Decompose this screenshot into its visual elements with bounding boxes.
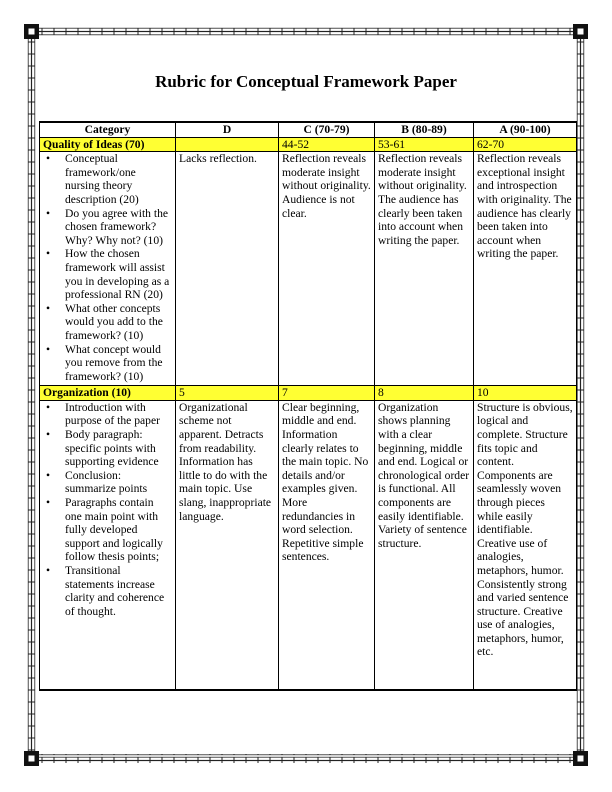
- category-organization: Organization (10): [40, 386, 176, 401]
- header-a: A (90-100): [474, 122, 577, 137]
- score-a: 10: [474, 386, 577, 401]
- header-d: D: [176, 122, 279, 137]
- rubric-table: [39, 121, 577, 691]
- description-b: Organization shows planning with a clear beginning, middle and end. Logical or chronological order is functional. All components are easily identifiable. Variety of sentence structure.: [375, 400, 474, 690]
- header-b: B (80-89): [375, 122, 474, 137]
- header-row: [40, 122, 577, 137]
- description-a: Reflection reveals exceptional insight and introspection with originality. The audience has clearly been taken into account when writing the paper.: [474, 152, 577, 386]
- description-a: Structure is obvious, logical and complete. Structure fits topic and content. Components are seamlessly woven through pieces while easily identifiable. Creative use of analogies, metaphors, humor. Consistently strong and varied sentence structure. Creative use of analogies, metaphors, humor, etc.: [474, 400, 577, 690]
- category-row-organization: [40, 386, 577, 401]
- header-c: C (70-79): [279, 122, 375, 137]
- score-a: 62-70: [474, 137, 577, 152]
- criteria-row-quality: [40, 152, 577, 386]
- criteria-cell: [40, 400, 176, 690]
- score-d: 5: [176, 386, 279, 401]
- criteria-item: • What concept would you remove from the framework? (10): [65, 343, 172, 384]
- description-b: Reflection reveals moderate insight without originality. The audience has clearly been taken into account when writing the paper.: [375, 152, 474, 386]
- header-category: Category: [40, 122, 176, 137]
- criteria-item: • Introduction with purpose of the paper: [65, 401, 172, 428]
- description-c: Reflection reveals moderate insight without originality. Audience is not clear.: [279, 152, 375, 386]
- score-b: 8: [375, 386, 474, 401]
- criteria-item: • Conclusion: summarize points: [65, 469, 172, 496]
- criteria-row-organization: [40, 400, 577, 690]
- category-quality-of-ideas: Quality of Ideas (70): [40, 137, 176, 152]
- criteria-item: • Conceptual framework/one nursing theory description (20): [65, 152, 172, 206]
- criteria-item: • Paragraphs contain one main point with fully developed support and logically follow thesis points;: [65, 496, 172, 564]
- score-b: 53-61: [375, 137, 474, 152]
- criteria-list: [43, 152, 172, 383]
- description-c: Clear beginning, middle and end. Information clearly relates to the main topic. No details and/or examples given. More redundancies in word selection. Repetitive simple sentences.: [279, 400, 375, 690]
- page-title: Rubric for Conceptual Framework Paper: [155, 72, 457, 91]
- criteria-item: • Do you agree with the chosen framework? Why? Why not? (10): [65, 207, 172, 248]
- criteria-item: • What other concepts would you add to the framework? (10): [65, 302, 172, 343]
- criteria-item: • Transitional statements increase clarity and coherence of thought.: [65, 564, 172, 618]
- score-c: 44-52: [279, 137, 375, 152]
- score-c: 7: [279, 386, 375, 401]
- criteria-item: • How the chosen framework will assist you in developing as a professional RN (20): [65, 247, 172, 301]
- description-d: Organizational scheme not apparent. Detracts from readability. Information has little to do with the main topic. Use slang, inappropriate language.: [176, 400, 279, 690]
- score-d: [176, 137, 279, 152]
- description-d: Lacks reflection.: [176, 152, 279, 386]
- criteria-cell: [40, 152, 176, 386]
- category-row-quality: [40, 137, 577, 152]
- criteria-list: [43, 401, 172, 619]
- criteria-item: • Body paragraph: specific points with supporting evidence: [65, 428, 172, 469]
